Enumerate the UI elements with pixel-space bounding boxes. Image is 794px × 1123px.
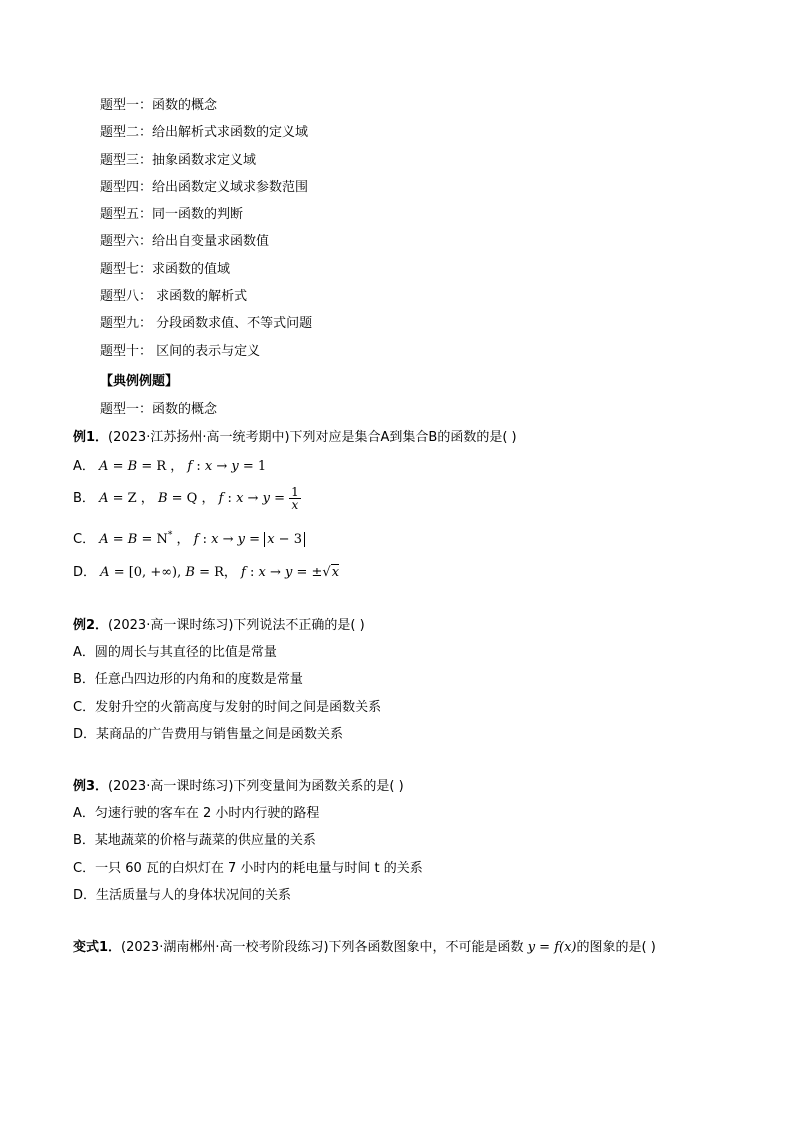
toc-item: 题型九： 分段函数求值、不等式问题 — [100, 316, 313, 332]
example-1-option-a: A． A = B = R ， f : x → y = 1 — [73, 459, 267, 474]
example-3-stem — [73, 775, 404, 794]
example-3-option-d: D．生活质量与人的身体状况间的关系 — [73, 888, 292, 903]
question-text: (2023·高一课时练习)下列变量间为函数关系的是( ) — [108, 779, 404, 794]
example-2-stem — [73, 614, 365, 633]
toc-item: 题型三：抽象函数求定义域 — [100, 152, 257, 168]
question-text-tail: 的图象的是( ) — [576, 940, 656, 955]
example-2-option-d: D．某商品的广告费用与销售量之间是函数关系 — [73, 727, 344, 742]
question-text: (2023·江苏扬州·高一统考期中)下列对应是集合A到集合B的函数的是( ) — [108, 430, 517, 445]
example-2-option-c: C．发射升空的火箭高度与发射的时间之间是函数关系 — [73, 700, 382, 715]
question-text: (2023·湖南郴州·高一校考阶段练习)下列各函数图象中，不可能是函数 — [121, 940, 524, 955]
toc-item: 题型七：求函数的值域 — [100, 261, 231, 277]
example-2-option-b: B．任意凸四边形的内角和的度数是常量 — [73, 672, 303, 687]
toc-item: 题型一：函数的概念 — [100, 98, 218, 113]
example-3-option-b: B．某地蔬菜的价格与蔬菜的供应量的关系 — [73, 833, 316, 848]
question-type-list — [100, 96, 312, 369]
example-label: 例2． — [73, 618, 109, 633]
example-label: 例1． — [73, 430, 109, 445]
example-2-option-a: A．圆的周长与其直径的比值是常量 — [73, 645, 277, 660]
toc-item: 题型五：同一函数的判断 — [100, 207, 244, 223]
toc-item: 题型二：给出解析式求函数的定义域 — [100, 125, 309, 141]
toc-item: 题型十： 区间的表示与定义 — [100, 343, 261, 359]
section-subheading: 题型一：函数的概念 — [100, 402, 218, 417]
toc-item: 题型八： 求函数的解析式 — [100, 289, 248, 305]
example-3-option-c: C．一只 60 瓦的白炽灯在 7 小时内的耗电量与时间 t 的关系 — [73, 861, 423, 876]
example-label: 例3． — [73, 779, 109, 794]
variant-1-stem — [73, 936, 656, 955]
variant-label: 变式1． — [73, 940, 122, 955]
example-1-stem — [73, 426, 517, 445]
toc-item: 题型六：给出自变量求函数值 — [100, 234, 270, 250]
section-heading: 【典例例题】 — [100, 374, 179, 389]
example-1-option-b: B． A = Z ， B = Q ， f : x → y = $\frac{1}{x}$ — [73, 485, 299, 512]
example-1-option-d: D． A = [0, +∞), B = R， f : x → y = ±√x — [73, 565, 340, 580]
function-notation: y = f(x) — [527, 940, 577, 955]
toc-item: 题型四：给出函数定义域求参数范围 — [100, 179, 309, 195]
example-3-option-a: A．匀速行驶的客车在 2 小时内行驶的路程 — [73, 806, 320, 821]
question-text: (2023·高一课时练习)下列说法不正确的是( ) — [108, 618, 365, 633]
example-1-option-c: C． A = B = N* ， f : x → y = x − 3 — [73, 528, 305, 547]
